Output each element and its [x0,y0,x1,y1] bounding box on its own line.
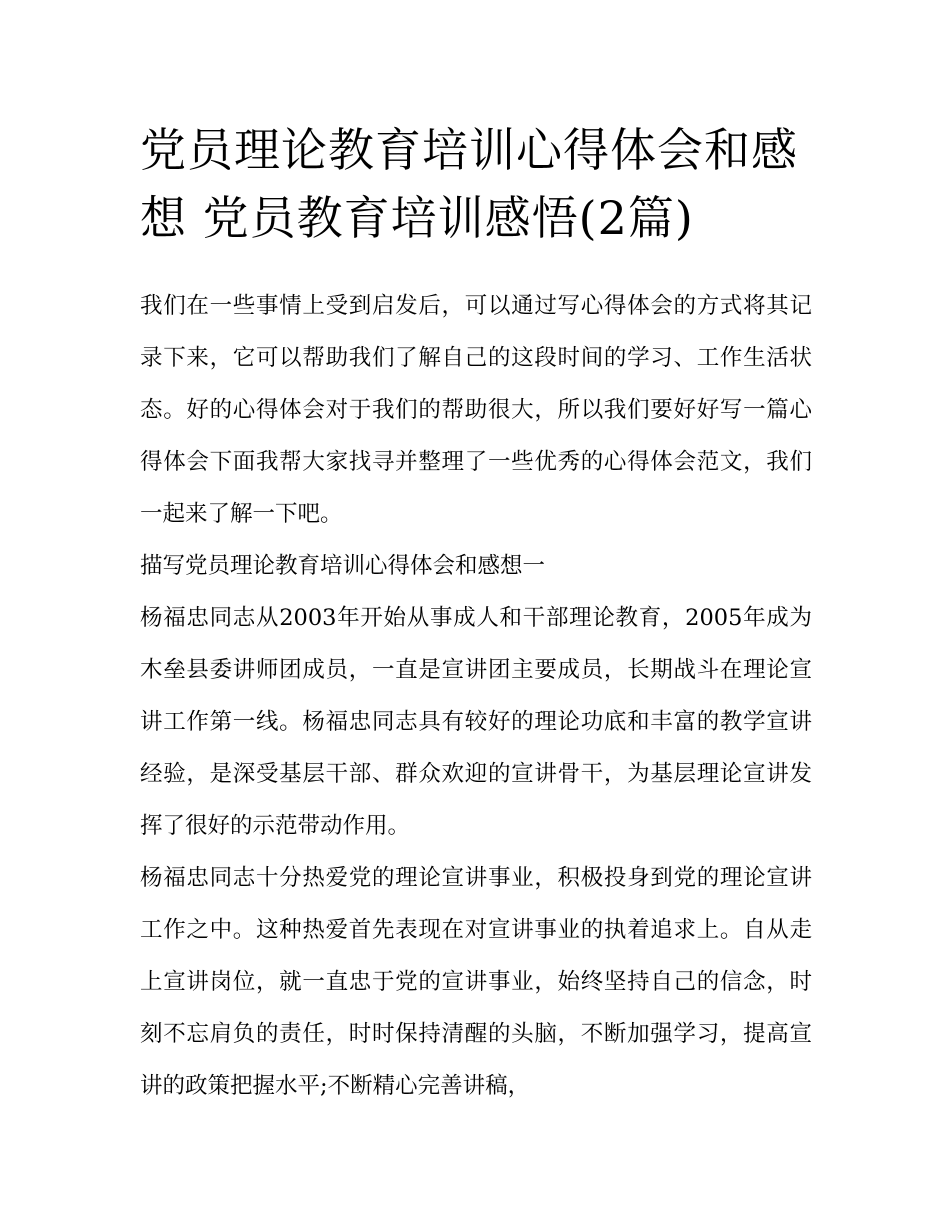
document-body [140,280,812,1112]
body-paragraph: 杨福忠同志从2003年开始从事成人和干部理论教育，2005年成为木垒县委讲师团成员，一直是宣讲团主要成员，长期战斗在理论宣讲工作第一线。杨福忠同志具有较好的理论功底和丰富的教学宣讲经验，是深受基层干部、群众欢迎的宣讲骨干，为基层理论宣讲发挥了很好的示范带动作用。 [140,605,812,839]
body-paragraph: 杨福忠同志十分热爱党的理论宣讲事业，积极投身到党的理论宣讲工作之中。这种热爱首先表现在对宣讲事业的执着追求上。自从走上宣讲岗位，就一直忠于党的宣讲事业，始终坚持自己的信念，时刻不忘肩负的责任，时时保持清醒的头脑，不断加强学习，提高宣讲的政策把握水平;不断精心完善讲稿， [140,865,812,1099]
document-title: 党员理论教育培训心得体会和感想 党员教育培训感悟(2篇) [140,123,798,245]
section-heading: 描写党员理论教育培训心得体会和感想一 [140,553,546,579]
intro-paragraph: 我们在一些事情上受到启发后，可以通过写心得体会的方式将其记录下来，它可以帮助我们了解自己的这段时间的学习、工作生活状态。好的心得体会对于我们的帮助很大，所以我们要好好写一篇心得体会下面我帮大家找寻并整理了一些优秀的心得体会范文，我们一起来了解一下吧。 [140,293,812,527]
